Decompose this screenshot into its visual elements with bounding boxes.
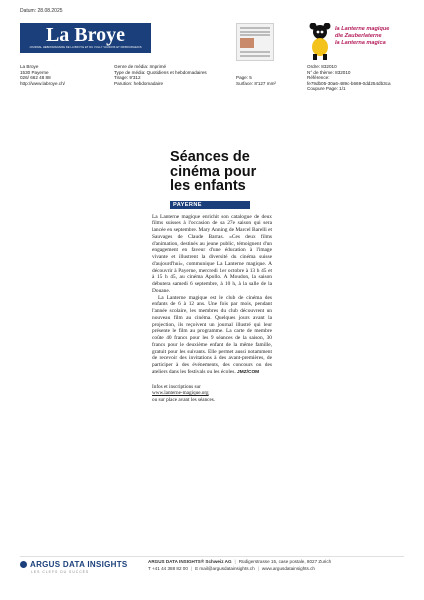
publisher-name: La Broye [20, 64, 39, 69]
footer-address: Rüdigerstrasse 15, case postale, 8027 Zurich [238, 559, 332, 564]
logo-line-fr: la Lanterne magique [335, 26, 390, 32]
reference-id: fe79db05-30a6-489c-b669-0dd254db3ca [307, 80, 391, 86]
article-headline: Séances de cinéma pour les enfants [170, 149, 257, 194]
footer-contact: ARGUS DATA INSIGHTS® Schweiz AG | Rüdigerstrasse 15, case postale, 8027 Zurich T +41 44 388 82 00 | E mail@argusdatainsights.ch | www.argusdatainsights.ch [148, 559, 332, 571]
order-number: Ordre: 832010 [307, 64, 337, 69]
theme-number: N° de thème: 832010 [307, 69, 351, 75]
footer-brand-name: ARGUS DATA INSIGHTS [30, 560, 128, 569]
footer-brand [20, 560, 128, 574]
info-prefix: Infos et inscriptions sur [152, 383, 201, 390]
article-body [152, 214, 272, 377]
media-info [114, 64, 214, 86]
page-surface: Surface: 8'127 mm² [236, 80, 276, 86]
media-genre: Genre de média: Imprimé [114, 64, 167, 69]
article-paragraph: La Lanterne magique est le club de cinéma des enfants de 6 à 12 ans. Une fois par mois, pendant l'année scolaire, les membres du club découvrent un nouveau film au cinéma. Quelques jours avant la projection, ils reçoivent un journal illustré qui leur présente le film au programme. La carte de membre coûte 40 francs pour les 9 séances de la saison, 30 francs pour le deuxième enfant de la même famille, gratuit pour les suivants. Elle permet aussi notamment de recevoir des invitations à des avant-premières, de participer à des événements, des concours ou des ateliers dans les festivals ou les écoles. JMZ/COM [152, 294, 272, 375]
page-info [236, 64, 276, 86]
media-frequency: Parution: hebdomadaire [114, 80, 164, 86]
region-label: PAYERNE [170, 201, 250, 209]
logo-line-de: die Zauberlaterne [335, 33, 382, 39]
clipping-page: Coupure Page: 1/1 [307, 86, 346, 92]
masthead-name: La Broye [45, 24, 126, 46]
order-info [307, 64, 417, 92]
footer-web[interactable]: www.argusdatainsights.ch [261, 566, 315, 571]
clipping-date: Datum: 28.08.2025 [20, 8, 63, 14]
article [152, 150, 272, 403]
page-thumbnail [236, 23, 274, 61]
argus-logo-icon [20, 561, 27, 568]
info-link[interactable]: www.lanterne-magique.org [152, 390, 209, 396]
publisher-city: 1530 Payerne [20, 69, 49, 75]
reference-label: Référence: [307, 75, 330, 81]
article-signature: JMZ/COM [237, 369, 260, 375]
publisher-url[interactable]: http://www.labroye.ch/ [20, 80, 65, 86]
lantern-mascot-icon [307, 23, 335, 61]
footer-email[interactable]: E mail@argusdatainsights.ch [195, 566, 255, 571]
page-number: Page: 5 [236, 75, 252, 80]
media-type: Type de média: Quotidiens et hebdomadaires [114, 69, 207, 75]
newspaper-masthead [20, 23, 151, 53]
footer-brand-tagline: LES CLEFS DU SUCCÈS [31, 570, 90, 574]
publisher-info [20, 64, 65, 86]
article-paragraph: La Lanterne magique enrichit son catalogue de deux films suisses à l'occasion de sa 27e saison qui sera lancée en septembre. Mary Anning de Marcel Barelli et Sauvages de Claude Barras. «Ces deux films d'animation, destinés au jeune public, témoignent d'un engagement en faveur d'une éducation à l'image vivante et illustrent la diversité du cinéma suisse d'aujourd'hui», communique La Lanterne magique. A découvrir à Payerne, mercredi 1er octobre à 13 h 45 et à 15 h 45, au cinéma Apollo. A Moudon, la saison débutera samedi 6 septembre, à 10 h, à la salle de la Douane. [152, 213, 272, 294]
masthead-tagline: JOURNAL HEBDOMADAIRE DE LA BROYE ET DU VULLY VAUDOIS ET FRIBOURGEOIS [29, 46, 142, 49]
footer-company: ARGUS DATA INSIGHTS® Schweiz AG [148, 559, 232, 564]
article-info [152, 384, 272, 404]
footer-divider [20, 556, 404, 557]
lanterne-magique-logo [307, 23, 405, 61]
logo-line-it: la Lanterna magica [335, 40, 386, 46]
footer-phone: T +41 44 388 82 00 [148, 566, 188, 571]
publisher-phone: 026/ 662 48 88 [20, 75, 51, 81]
info-suffix: ou sur place avant les séances. [152, 396, 216, 403]
media-print-run: Tirage: 9'312 [114, 75, 141, 81]
